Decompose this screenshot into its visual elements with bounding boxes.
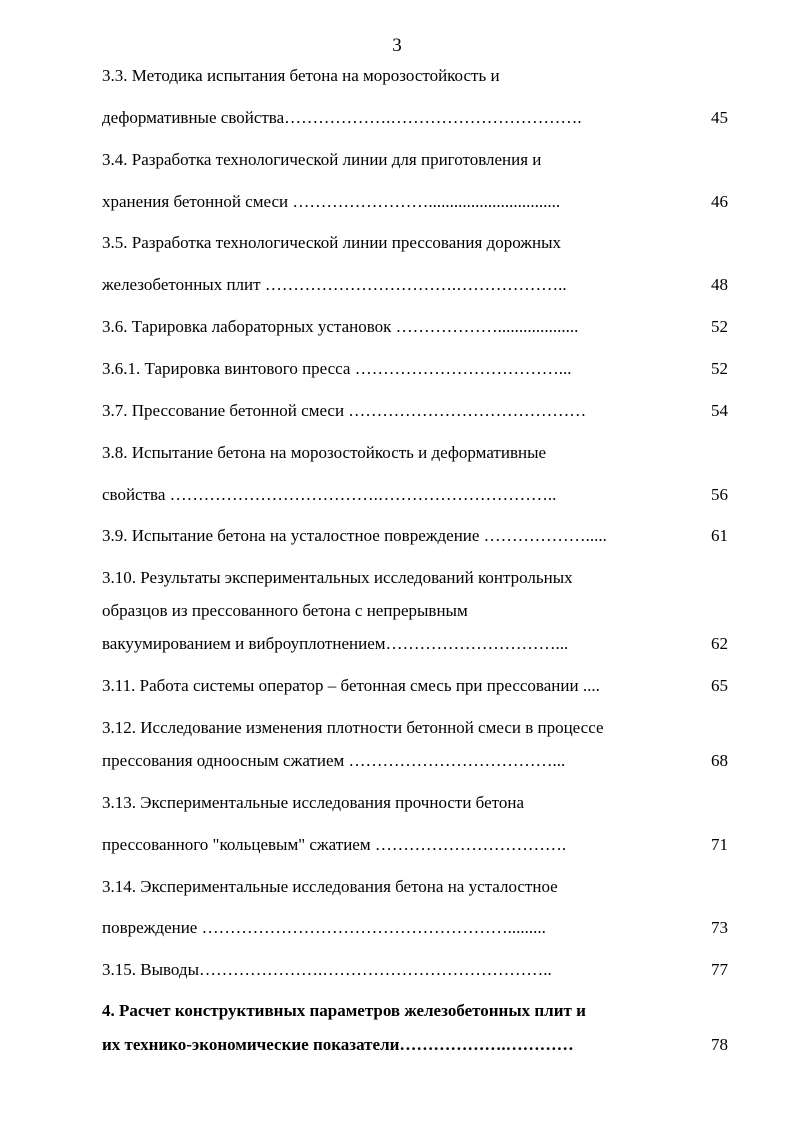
toc-entry-line: 3.15. Выводы………………….………………………………….. <box>102 960 552 979</box>
toc-page-number: 77 <box>711 960 728 979</box>
toc-entry-line: 3.9. Испытание бетона на усталостное повреждение ………………..... <box>102 526 607 545</box>
page-number: 3 <box>392 35 402 56</box>
toc-entry-line: 3.4. Разработка технологической линии для приготовления и <box>102 150 542 169</box>
toc-page-number: 52 <box>711 359 728 378</box>
toc-entry-line: 3.12. Исследование изменения плотности бетонной смеси в процессе <box>102 718 604 737</box>
toc-entry-line: 3.6. Тарировка лабораторных установок ………………................... <box>102 317 579 336</box>
toc-entry-line: свойства ……………………………….………………………….. <box>102 485 557 504</box>
toc-entry-line: хранения бетонной смеси ……………………............................... <box>102 192 561 211</box>
toc-entry-line: 3.6.1. Тарировка винтового пресса ………………………………... <box>102 359 572 378</box>
toc-page-number: 45 <box>711 108 728 127</box>
toc-entry-line: прессованного "кольцевым" сжатием ……………………………. <box>102 835 567 854</box>
toc-entry-line: 3.14. Экспериментальные исследования бетона на усталостное <box>102 877 558 896</box>
toc-page-number: 48 <box>711 275 728 294</box>
toc-entry-line: 3.13. Экспериментальные исследования прочности бетона <box>102 793 525 812</box>
toc-entry-line: железобетонных плит …………………………….……………….. <box>102 275 567 294</box>
toc-entry-line: 4. Расчет конструктивных параметров железобетонных плит и <box>102 1001 586 1020</box>
toc-entry-line: деформативные свойства……………….……………………………. <box>102 108 582 127</box>
toc-entry-line: 3.11. Работа системы оператор – бетонная смесь при прессовании .... <box>102 676 600 695</box>
toc-page-number: 54 <box>711 401 728 420</box>
toc-page-number: 62 <box>711 634 728 653</box>
toc-entry-line: прессования одноосным сжатием ………………………………... <box>102 751 566 770</box>
toc-entry-line: 3.10. Результаты экспериментальных исследований контрольных <box>102 568 573 587</box>
toc-entry-line: образцов из прессованного бетона с непрерывным <box>102 601 468 620</box>
toc-page-number: 73 <box>711 918 728 937</box>
toc-page-number: 68 <box>711 751 728 770</box>
toc-entry-line: 3.3. Методика испытания бетона на морозостойкость и <box>102 66 500 85</box>
toc-page-number: 78 <box>711 1035 728 1054</box>
toc-entry-line: вакуумированием и виброуплотнением…………………………... <box>102 634 569 653</box>
toc-page-number: 71 <box>711 835 728 854</box>
toc-page-number: 65 <box>711 676 728 695</box>
toc-page-number: 61 <box>711 526 728 545</box>
toc-page-number: 52 <box>711 317 728 336</box>
toc-entry-line: 3.7. Прессование бетонной смеси …………………………………… <box>102 401 587 420</box>
toc-page-number: 46 <box>711 192 728 211</box>
toc-entry-line: 3.5. Разработка технологической линии прессования дорожных <box>102 233 562 252</box>
toc-entry-line: их технико-экономические показатели……………….………… <box>102 1035 574 1054</box>
toc-page-number: 56 <box>711 485 728 504</box>
toc-entry-line: 3.8. Испытание бетона на морозостойкость и деформативные <box>102 443 547 462</box>
toc-entry-line: повреждение ………………………………………………......... <box>102 918 546 937</box>
